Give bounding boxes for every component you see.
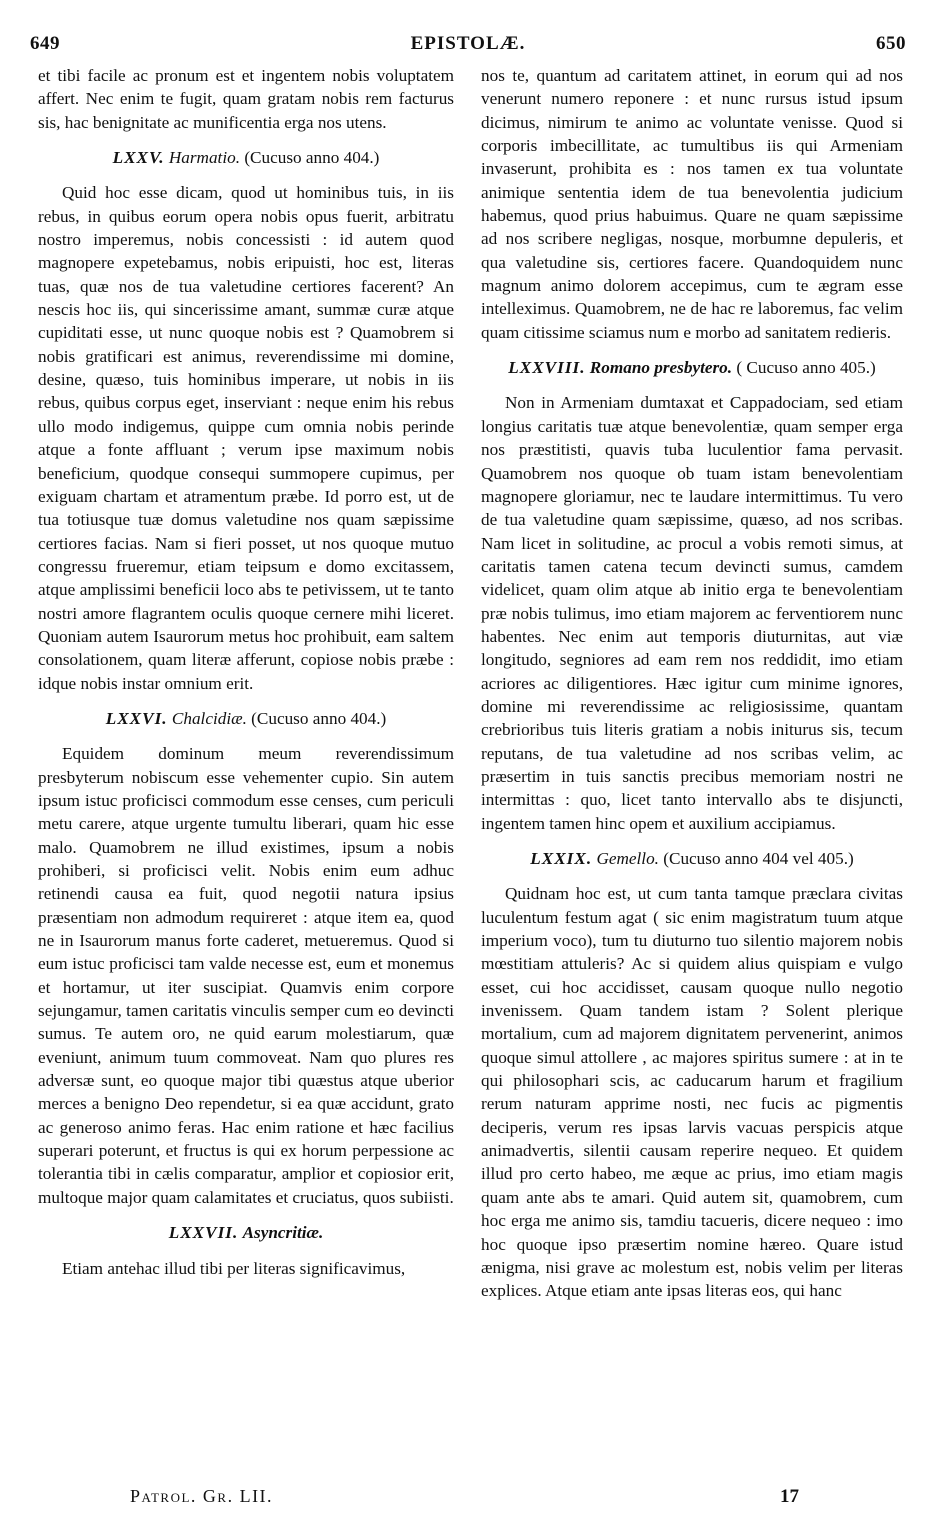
letter-addressee: Romano presbytero.	[589, 358, 733, 378]
letter-date: ( Cucuso anno 405.)	[736, 358, 876, 378]
left-column	[38, 64, 454, 1280]
sheet-number: 17	[780, 1486, 799, 1507]
letter-addressee: Asyncritiæ.	[242, 1223, 324, 1243]
left-page-number: 649	[30, 33, 60, 54]
letter-heading-lxxvi	[38, 707, 454, 730]
letter-addressee: Gemello.	[596, 849, 659, 868]
letter-addressee: Harmatio.	[168, 148, 241, 168]
letter-body-lxxv: Quid hoc esse dicam, quod ut hominibus tuis, in iis rebus, in quibus eorum opera nobis opus fuerit, arbitratu nostro imperemus, nobis concessisti : id autem quod magnopere expetebamus, nobis eripuisti, hoc est, literas tuas, quæ nos de tua valetudine certiores facerent? An nescis hoc iis, qui sincerissime amant, summæ curæ atque cupiditati esse, ut nunc quoque nobis est ? Quamobrem si nobis gratificari est animus, reverendissime mi domine, desine, quæso, tuis hominibus imperare, ut nobis in iis rebus, quibus corpus eget, inserviant : neque enim his rebus ullo modo indigemus, quippe cum omnia nobis perinde atque a fonte affluant ; verum ipse maximum nobis beneficium, quodque consequi summopere cupimus, per exiguam chartam et atramentum præbe. Id porro est, ut de tua totiusque tuæ domus valetudine nos quam sæpissime certiores facias. Nam si fieri posset, ut nos quoque mutuo congressu frueremur, etiam teipsum e domo excitassem, atque amplissimi beneficii loco abs te petivissem, ut te tanto nostri amore flagrantem oculis quoque cernere mihi liceret. Quoniam autem Isaurorum metus hoc prohibuit, eam saltem consolationem, quam literæ afferunt, copiose nobis præbe : idque nobis instar omnium erit.	[38, 183, 454, 693]
letter-heading-lxxv	[38, 146, 454, 169]
right-page-number: 650	[876, 33, 906, 54]
letter-heading-lxxvii	[38, 1221, 454, 1244]
continued-paragraph: et tibi facile ac pronum est et ingentem nobis voluptatem affert. Nec enim te fugit, quam gratam nobis rem facturus sis, hac benignitate ac munificentia erga nos utens.	[38, 66, 454, 132]
letter-body-lxxix: Quidnam hoc est, ut cum tanta tamque præclara civitas luculentum festum agat ( sic enim magistratum tuum atque imperium voco), tum tu diuturno tuo silentio majorem nobis mœstitiam attuleris? Ac si quidem alius quispiam e vulgo esset, cui hoc accidisset, causam quoque nullo negotio invenissem. Quam tandem istam ? Solent plerique mortalium, cum ad majorem dignitatem pervenerint, animos quoque simul attollere , ac majores spiritus sumere : at in te qui philosophari scis, ac caducarum harum et fragilium rerum naturam apprime nosti, nec fucis ac pigmentis deciperis, verum res ipsas larvis vacuas perspicis atque animadvertis, silentii causam reperire nequeo. Et quidem illud pro certo habeo, me æque ac prius, imo etiam magis quam ante abs te amari. Quid autem sit, quamobrem, cum hoc erga me animo sis, tamdiu tacueris, dicere nequeo : imo hoc quoque ipso præsertim nomine hæreo. Quare istud ænigma, nisi grave ac molestum est, nobis velim per literas explices. Atque etiam ante ipsas literas eos, qui hanc	[481, 884, 903, 1301]
letter-body-lxxviii: Non in Armeniam dumtaxat et Cappadociam, sed etiam longius caritatis tuæ atque benevolentiæ, quam semper erga nos præstitisti, quavis tuba luculentior fama pervasit. Quamobrem nos quoque ob tuam istam benevolentiam magnopere gloriamur, nec te laudare intermittimus. Tu vero de tua valetudine quam sæpissime, quæso, ad nos scribas. Nam licet in solitudine, ac procul a vobis remoti simus, at caritatis tamen catena tecum devincti sumus, camdem videlicet, quam olim atque ab initio erga te benevolentiam præ nobis tulimus, imo etiam majorem ac ferventiorem nunc habentes. Nec enim aut temporis diuturnitas, aut viæ longitudo, segniores ad eam rem nos reddidit, imo etiam acriores ac diligentiores. Hæc igitur cum minime ignores, domine mi reverendissime ac religiosissime, quantam crebrioribus tuis literis gratiam a nobis initurus sis, tecum reputans, de tua valetudine ad nos scribas velim, ac præsertim in tuis sanctis precibus memoriam nostri ne intermittas : quo, licet tanto intervallo abs te disjuncti, ingentem tamen hinc opem et auxilium accipiamus.	[481, 393, 903, 833]
letter-number: LXXVII.	[168, 1223, 239, 1243]
letter-addressee: Chalcidiæ.	[171, 708, 247, 728]
running-head	[30, 33, 906, 61]
letter-body-lxxvi: Equidem dominum meum reverendissimum presbyterum nobiscum esse vehementer cupio. Sin autem ipsum istuc proficisci commodum esse censes, cum periculi metu carere, atque urgente tumultu liberari, quam hic esse malo. Quamobrem ne illud existimes, ipsum a nobis prohiberi, si proficisci velit. Nobis enim eum adhuc retinendi causa ea fuit, quod negotii natura ipsius præsentiam non admodum requireret : atque item ea, quod ne in Isaurorum manus forte caderet, metueremus. Quod si eum istuc proficisci tam valde necesse est, eum et monemus et hortamur, ut iter suscipiat. Quamvis enim corpore sejungamur, tamen caritatis vinculis semper cum eo devincti sumus. Te autem oro, ne quid earum molestiarum, quæ eveniunt, animum tuum commoveat. Nam quo plures res adversæ sunt, eo quoque major tibi quæstus atque uberior merces a benigno Deo rependetur, si ea quæ accidunt, grato ac generoso animo feras. Hac enim ratione et hæc facilius superari poterunt, et fructus is qui ex horum perpessione ac tolerantia tibi in cælis comparatur, amplior et copiosior erit, multoque major quam calamitates et cruciatus, quos subiisti.	[38, 744, 454, 1207]
letter-date: (Cucuso anno 404.)	[251, 708, 387, 728]
letter-number: LXXIX.	[530, 849, 593, 868]
letter-body-lxxvii: Etiam antehac illud tibi per literas significavimus,	[62, 1258, 406, 1278]
letter-number: LXXVI.	[105, 708, 168, 728]
signature-mark: Patrol. Gr. LII.	[130, 1486, 274, 1506]
letter-date: (Cucuso anno 404 vel 405.)	[663, 849, 854, 868]
letter-date: (Cucuso anno 404.)	[244, 148, 380, 168]
letter-number: LXXVIII.	[508, 358, 586, 378]
running-title: EPISTOLÆ.	[410, 33, 526, 54]
letter-number: LXXV.	[112, 148, 165, 168]
letter-heading-lxxix	[481, 847, 903, 870]
letter-heading-lxxviii	[481, 356, 903, 379]
right-column	[481, 64, 903, 1303]
continued-paragraph: nos te, quantum ad caritatem attinet, in eorum qui ad nos venerunt numero reponere : et nunc rursus istud ipsum dicimus, nimirum te animo ac voluntate venisse. Quod si corporis imbecillitate, ac tumultibus iis qui Armeniam invaserunt, prohibita es : nos tamen ex tua voluntate animique sententia idem de tua benevolentia judicium habemus, quod prius habuimus. Quare ne quam sæpissime ad nos scribere negligas, nosque, morbumne depuleris, et qua valetudine sis, certiores facere. Quandoquidem nunc magnum animo dolorem accepimus, cum te ægram esse intelleximus. Quamobrem, ne de hac re laboremus, fac velim quam citissime sciamus num e morbo ad sanitatem redieris.	[481, 66, 903, 342]
